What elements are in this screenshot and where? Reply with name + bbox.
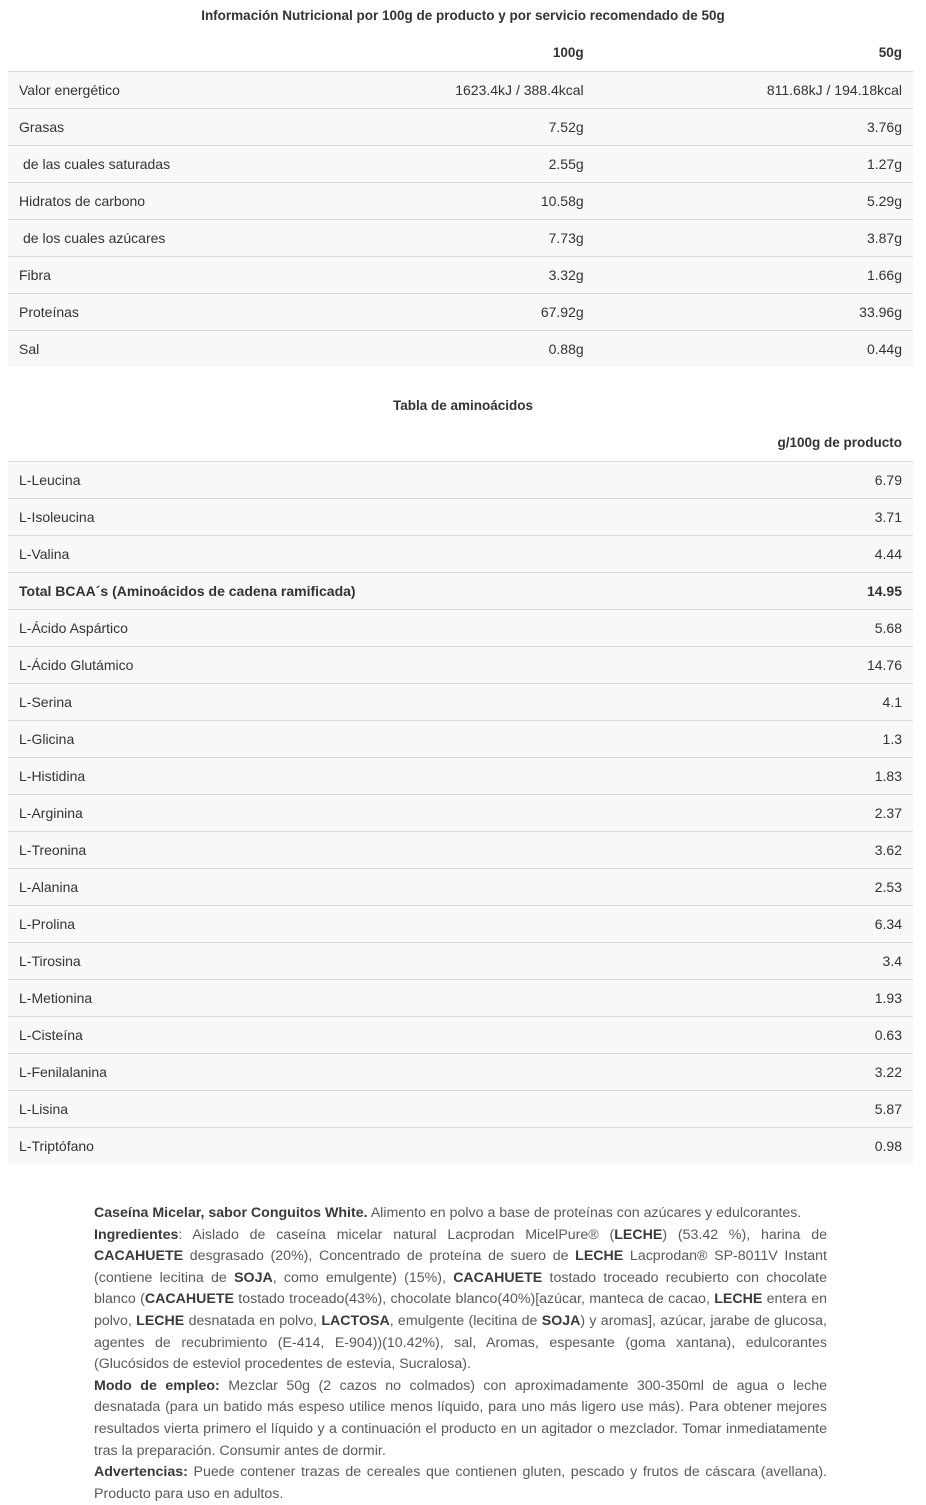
ingredients-fragment: , emulgente (lecitina de bbox=[389, 1312, 542, 1329]
nutrition-row bbox=[8, 109, 913, 146]
nutrition-row bbox=[8, 294, 913, 331]
ingredients-fragment: : Aislado de caseína micelar natural Lacprodan MicelPure® ( bbox=[178, 1226, 615, 1243]
amino-row bbox=[8, 795, 913, 832]
warnings-text: Puede contener trazas de cereales que contienen gluten, pescado y frutos de cáscara (avellana). Producto para uso en adultos. bbox=[94, 1464, 827, 1502]
allergen-text: CACAHUETE bbox=[94, 1248, 184, 1265]
amino-row bbox=[8, 647, 913, 684]
amino-row-value: 14.76 bbox=[650, 647, 913, 684]
usage-label: Modo de empleo: bbox=[94, 1377, 220, 1394]
allergen-text: LECHE bbox=[136, 1312, 185, 1329]
ingredients-text bbox=[94, 1227, 827, 1373]
nutrition-table bbox=[8, 34, 913, 367]
allergen-text: CACAHUETE bbox=[144, 1291, 234, 1308]
amino-row-label: L-Treonina bbox=[8, 832, 650, 869]
amino-row-label: L-Prolina bbox=[8, 906, 650, 943]
usage-paragraph bbox=[94, 1376, 827, 1462]
nutrition-row bbox=[8, 257, 913, 294]
nutrition-row-per50: 3.87g bbox=[595, 220, 913, 257]
amino-row-value: 3.62 bbox=[650, 832, 913, 869]
amino-row-label: L-Leucina bbox=[8, 462, 650, 499]
allergen-text: LECHE bbox=[614, 1226, 663, 1243]
nutrition-row-label: Hidratos de carbono bbox=[8, 183, 290, 220]
nutrition-row-per100: 10.58g bbox=[290, 183, 595, 220]
amino-row-value: 5.87 bbox=[650, 1091, 913, 1128]
nutrition-row-per100: 7.73g bbox=[290, 220, 595, 257]
amino-row-value: 2.37 bbox=[650, 795, 913, 832]
amino-row bbox=[8, 536, 913, 573]
ingredients-fragment: tostado troceado(43%), chocolate blanco(40%)[azúcar, manteca de cacao, bbox=[233, 1291, 715, 1308]
nutrition-header-100g: 100g bbox=[290, 34, 595, 72]
amino-row-value: 4.1 bbox=[650, 684, 913, 721]
ingredients-fragment: entera en polvo, bbox=[94, 1291, 827, 1329]
amino-row bbox=[8, 1017, 913, 1054]
amino-row-value: 6.34 bbox=[650, 906, 913, 943]
nutrition-row-per50: 1.66g bbox=[595, 257, 913, 294]
nutrition-row-per50: 5.29g bbox=[595, 183, 913, 220]
amino-row-value: 1.3 bbox=[650, 721, 913, 758]
amino-row bbox=[8, 499, 913, 536]
allergen-text: SOJA bbox=[234, 1269, 273, 1286]
amino-table-title: Tabla de aminoácidos bbox=[392, 398, 534, 413]
nutrition-row-per50: 0.44g bbox=[595, 331, 913, 368]
amino-row-label: L-Ácido Glutámico bbox=[8, 647, 650, 684]
amino-row-label: L-Isoleucina bbox=[8, 499, 650, 536]
nutrition-header-label bbox=[8, 34, 290, 72]
ingredients-fragment: , como emulgente) (15%), bbox=[272, 1269, 454, 1286]
warnings-paragraph bbox=[94, 1462, 827, 1505]
nutrition-row-label: Fibra bbox=[8, 257, 290, 294]
allergen-text: SOJA bbox=[541, 1312, 581, 1329]
amino-row bbox=[8, 943, 913, 980]
nutrition-header-row bbox=[8, 34, 913, 72]
amino-row-value: 5.68 bbox=[650, 610, 913, 647]
nutrition-row-per100: 2.55g bbox=[290, 146, 595, 183]
nutrition-row-label: de los cuales azúcares bbox=[8, 220, 290, 257]
amino-row-value: 3.22 bbox=[650, 1054, 913, 1091]
amino-row bbox=[8, 721, 913, 758]
amino-header-row bbox=[8, 424, 913, 462]
nutrition-row-per50: 3.76g bbox=[595, 109, 913, 146]
amino-row-label: L-Cisteína bbox=[8, 1017, 650, 1054]
amino-row-label: L-Tirosina bbox=[8, 943, 650, 980]
amino-row bbox=[8, 906, 913, 943]
amino-row-label: L-Lisina bbox=[8, 1091, 650, 1128]
amino-row-value: 1.93 bbox=[650, 980, 913, 1017]
ingredients-fragment: ) (53.42 %), harina de bbox=[662, 1226, 827, 1243]
amino-header-label bbox=[8, 424, 650, 462]
amino-row bbox=[8, 980, 913, 1017]
amino-row-value: 3.71 bbox=[650, 499, 913, 536]
amino-row bbox=[8, 1091, 913, 1128]
product-name: Caseína Micelar, sabor Conguitos White. bbox=[94, 1205, 368, 1221]
amino-row-label: L-Metionina bbox=[8, 980, 650, 1017]
amino-row-label: L-Arginina bbox=[8, 795, 650, 832]
nutrition-table-title: Información Nutricional por 100g de producto y por servicio recomendado de 50g bbox=[201, 8, 725, 23]
allergen-text: LECHE bbox=[714, 1291, 763, 1308]
amino-row-label: L-Alanina bbox=[8, 869, 650, 906]
allergen-text: CACAHUETE bbox=[453, 1269, 543, 1286]
nutrition-row-label: Valor energético bbox=[8, 72, 290, 109]
nutrition-row bbox=[8, 331, 913, 368]
allergen-text: LECHE bbox=[575, 1248, 624, 1265]
nutrition-row-per100: 0.88g bbox=[290, 331, 595, 368]
amino-row-label: L-Triptófano bbox=[8, 1128, 650, 1165]
nutrition-header-50g: 50g bbox=[595, 34, 913, 72]
nutrition-row-label: de las cuales saturadas bbox=[8, 146, 290, 183]
nutrition-row-per50: 811.68kJ / 194.18kcal bbox=[595, 72, 913, 109]
amino-table bbox=[8, 424, 913, 1164]
amino-row bbox=[8, 573, 913, 610]
nutrition-row-per100: 67.92g bbox=[290, 294, 595, 331]
ingredients-fragment: Lacprodan® SP-8011V Instant (contiene lecitina de bbox=[94, 1248, 827, 1286]
amino-row-value: 0.98 bbox=[650, 1128, 913, 1165]
product-desc-text: Alimento en polvo a base de proteínas con azúcares y edulcorantes. bbox=[367, 1205, 802, 1221]
amino-row bbox=[8, 758, 913, 795]
usage-text: Mezclar 50g (2 cazos no colmados) con aproximadamente 300-350ml de agua o leche desnatada (para un batido más espeso utilice menos líquido, para uno más ligero use más). Para obtener mejores resultados vierta primero el líquido y a continuación el producto en un agitador o mezclador. Tomar inmediatamente tras la preparación. Consumir antes de dormir. bbox=[94, 1377, 827, 1459]
nutrition-row bbox=[8, 183, 913, 220]
ingredients-paragraph bbox=[94, 1225, 827, 1376]
nutrition-row-label: Grasas bbox=[8, 109, 290, 146]
nutrition-row-per100: 1623.4kJ / 388.4kcal bbox=[290, 72, 595, 109]
amino-row bbox=[8, 832, 913, 869]
nutrition-row-per50: 1.27g bbox=[595, 146, 913, 183]
nutrition-row-label: Proteínas bbox=[8, 294, 290, 331]
amino-row-value: 6.79 bbox=[650, 462, 913, 499]
nutrition-row-per100: 7.52g bbox=[290, 109, 595, 146]
nutrition-row bbox=[8, 220, 913, 257]
amino-row-label: Total BCAA´s (Aminoácidos de cadena ramificada) bbox=[8, 573, 650, 610]
amino-row-value: 0.63 bbox=[650, 1017, 913, 1054]
amino-row bbox=[8, 1128, 913, 1165]
amino-row-label: L-Fenilalanina bbox=[8, 1054, 650, 1091]
product-info bbox=[94, 1203, 827, 1505]
nutrition-row bbox=[8, 146, 913, 183]
warnings-label: Advertencias: bbox=[94, 1464, 188, 1481]
nutrition-row-per100: 3.32g bbox=[290, 257, 595, 294]
amino-row-label: L-Ácido Aspártico bbox=[8, 610, 650, 647]
allergen-text: LACTOSA bbox=[321, 1312, 390, 1329]
amino-row-value: 2.53 bbox=[650, 869, 913, 906]
nutrition-row bbox=[8, 72, 913, 109]
amino-row-label: L-Serina bbox=[8, 684, 650, 721]
ingredients-fragment: tostado troceado recubierto con chocolate blanco ( bbox=[94, 1269, 828, 1308]
amino-row-value: 4.44 bbox=[650, 536, 913, 573]
amino-row bbox=[8, 610, 913, 647]
amino-row bbox=[8, 869, 913, 906]
product-description bbox=[94, 1203, 827, 1225]
nutrition-row-per50: 33.96g bbox=[595, 294, 913, 331]
amino-row-label: L-Glicina bbox=[8, 721, 650, 758]
amino-row-label: L-Valina bbox=[8, 536, 650, 573]
amino-row bbox=[8, 462, 913, 499]
ingredients-label: Ingredientes bbox=[94, 1226, 179, 1243]
amino-row-value: 14.95 bbox=[650, 573, 913, 610]
ingredients-fragment: desnatada en polvo, bbox=[184, 1312, 322, 1329]
amino-header-value: g/100g de producto bbox=[650, 424, 913, 462]
amino-row-value: 1.83 bbox=[650, 758, 913, 795]
amino-row-value: 3.4 bbox=[650, 943, 913, 980]
amino-row bbox=[8, 1054, 913, 1091]
nutrition-row-label: Sal bbox=[8, 331, 290, 368]
ingredients-fragment: ) y aromas], azúcar, jarabe de glucosa, agentes de recubrimiento (E-414, E-904))(10.42%), sal, Aromas, espesante (goma xantana), edulcorantes (Glucósidos de esteviol procedentes de estevia, Sucralosa). bbox=[94, 1312, 827, 1373]
amino-row-label: L-Histidina bbox=[8, 758, 650, 795]
amino-row bbox=[8, 684, 913, 721]
ingredients-fragment: desgrasado (20%), Concentrado de proteína de suero de bbox=[183, 1248, 576, 1265]
